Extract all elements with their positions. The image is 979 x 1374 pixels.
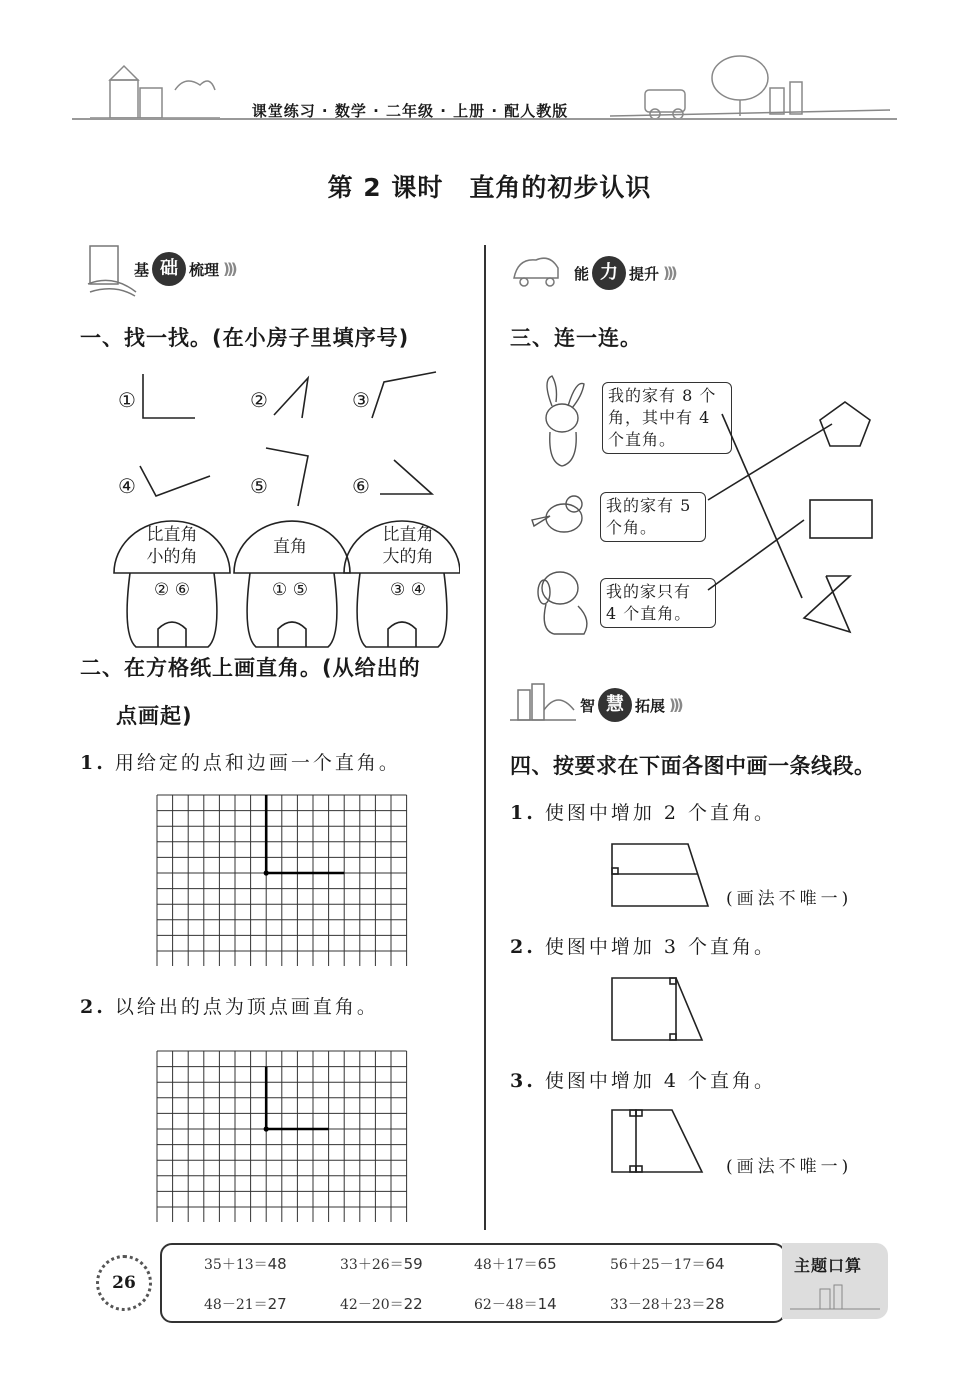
badge-wisdom [580, 688, 681, 722]
bubble-1: 我的家有 8 个 角，其中有 4 个直角。 [602, 382, 732, 454]
q2-1-text: 用给定的点和边画一个直角。 [114, 752, 401, 774]
calc-5-expr: 48－21＝ [204, 1297, 268, 1313]
calc-8 [610, 1294, 725, 1314]
angle-3 [372, 372, 436, 418]
calc-3 [474, 1254, 557, 1274]
pentagon-shape [820, 402, 870, 446]
bowtie-shape [804, 576, 850, 632]
calc-5-answer: 27 [267, 1295, 287, 1313]
animal-illustrations [524, 370, 604, 650]
badge-basic-b: 础 [152, 252, 186, 286]
angle-5 [266, 448, 308, 506]
note-1: (画法不唯一) [726, 889, 853, 909]
header-car-tree-decoration [610, 50, 890, 120]
angle-number-3: ③ [352, 388, 370, 412]
q2-2-text: 以给出的点为顶点画直角。 [114, 996, 379, 1018]
calc-1-answer: 48 [267, 1255, 287, 1273]
badge-wisdom-b: 慧 [598, 688, 632, 722]
mental-math-label: 主题口算 [794, 1256, 863, 1275]
bird-icon [532, 496, 582, 532]
car-icon [508, 250, 568, 290]
q4-3-num: 3. [510, 1070, 536, 1092]
q4-1 [510, 798, 776, 825]
section2-heading-line2: 点画起) [116, 704, 193, 728]
q2-1-num: 1. [80, 752, 106, 774]
city-icon [508, 680, 578, 724]
calc-7 [474, 1294, 557, 1314]
column-divider [484, 245, 486, 1230]
calc-1-expr: 35＋13＝ [204, 1257, 268, 1273]
house-2-label: 直角 [273, 537, 307, 557]
badge-ability-c: 提升 [629, 264, 660, 283]
bubble-3: 我的家只有 4 个直角。 [600, 578, 716, 628]
q4-3-text: 使图中增加 4 个直角。 [544, 1070, 777, 1092]
angle-figures [0, 360, 480, 520]
q4-1-text: 使图中增加 2 个直角。 [544, 802, 777, 824]
arc-icon: ))) [663, 264, 675, 282]
q2-1 [80, 748, 401, 775]
mental-math-label-box [782, 1243, 888, 1319]
calc-4-answer: 64 [705, 1255, 725, 1273]
calc-8-expr: 33－28＋23＝ [610, 1297, 706, 1313]
calc-6-expr: 42－20＝ [340, 1297, 404, 1313]
calc-7-answer: 14 [537, 1295, 557, 1313]
trapezoid-3 [604, 1104, 714, 1178]
house-3-answer: ③ ④ [390, 580, 426, 600]
angle-6 [380, 460, 432, 494]
grid-1[interactable] [156, 794, 408, 966]
page-number: 26 [96, 1255, 152, 1311]
arc-icon: ))) [669, 696, 681, 714]
q4-2 [510, 932, 776, 959]
badge-basic-a: 基 [134, 260, 150, 279]
match-line-3 [708, 520, 804, 590]
house-2-answer: ① ⑤ [272, 580, 308, 600]
angle-number-1: ① [118, 388, 136, 412]
badge-wisdom-a: 智 [580, 696, 596, 715]
angle-number-2: ② [250, 388, 268, 412]
calc-7-expr: 62－48＝ [474, 1297, 538, 1313]
angle-1 [143, 374, 195, 418]
rectangle-shape [810, 500, 872, 538]
calc-6 [340, 1294, 423, 1314]
match-line-2 [708, 424, 832, 500]
calc-4 [610, 1254, 725, 1274]
note-2: (画法不唯一) [726, 1157, 853, 1177]
q2-2-num: 2. [80, 996, 106, 1018]
badge-basic [134, 252, 235, 286]
calc-3-expr: 48＋17＝ [474, 1257, 538, 1273]
calc-5 [204, 1294, 287, 1314]
house-1-answer: ② ⑥ [154, 580, 190, 600]
calc-3-answer: 65 [537, 1255, 557, 1273]
angle-4 [140, 466, 210, 496]
q4-2-num: 2. [510, 936, 536, 958]
badge-basic-c: 梳理 [189, 260, 220, 279]
calc-2 [340, 1254, 423, 1274]
calc-1 [204, 1254, 287, 1274]
q4-3 [510, 1066, 776, 1093]
header-series: 课堂练习 · 数学 · 二年级 · 上册 · 配人教版 [251, 102, 569, 120]
angle-number-5: ⑤ [250, 474, 268, 498]
page-title: 第 2 课时 直角的初步认识 [327, 173, 652, 202]
badge-wisdom-c: 拓展 [635, 696, 666, 715]
calc-4-expr: 56＋25－17＝ [610, 1257, 706, 1273]
q4-2-text: 使图中增加 3 个直角。 [544, 936, 777, 958]
calc-2-expr: 33＋26＝ [340, 1257, 404, 1273]
angle-number-6: ⑥ [352, 474, 370, 498]
book-icon [80, 242, 140, 300]
house-1-label: 比直角 小的角 [146, 525, 198, 567]
arc-icon: ))) [223, 260, 235, 278]
matching-shapes-and-lines [700, 380, 880, 640]
header-house-decoration [90, 60, 220, 120]
q2-2 [80, 992, 379, 1019]
calc-8-answer: 28 [705, 1295, 725, 1313]
badge-ability-b: 力 [592, 256, 626, 290]
calc-2-answer: 59 [403, 1255, 423, 1273]
vertex-point [264, 1126, 269, 1131]
trapezoid-1 [604, 838, 714, 912]
dog-icon [538, 572, 587, 634]
city-skyline-icon [790, 1283, 880, 1313]
section4-heading: 四、按要求在下面各图中画一条线段。 [510, 754, 876, 778]
vertex-point [264, 870, 269, 875]
rabbit-icon [546, 376, 584, 466]
q4-1-num: 1. [510, 802, 536, 824]
trapezoid-2 [604, 972, 714, 1046]
bubble-2: 我的家有 5 个角。 [600, 492, 706, 542]
angle-2 [274, 378, 308, 418]
house-3-label: 比直角 大的角 [382, 525, 434, 567]
section3-heading: 三、连一连。 [510, 326, 642, 350]
grid-2[interactable] [156, 1050, 408, 1222]
badge-ability-a: 能 [574, 264, 590, 283]
angle-number-4: ④ [118, 474, 136, 498]
calc-6-answer: 22 [403, 1295, 423, 1313]
section1-heading: 一、找一找。(在小房子里填序号) [80, 326, 410, 350]
badge-ability [574, 256, 675, 290]
section2-heading-line1: 二、在方格纸上画直角。(从给出的 [80, 656, 421, 680]
